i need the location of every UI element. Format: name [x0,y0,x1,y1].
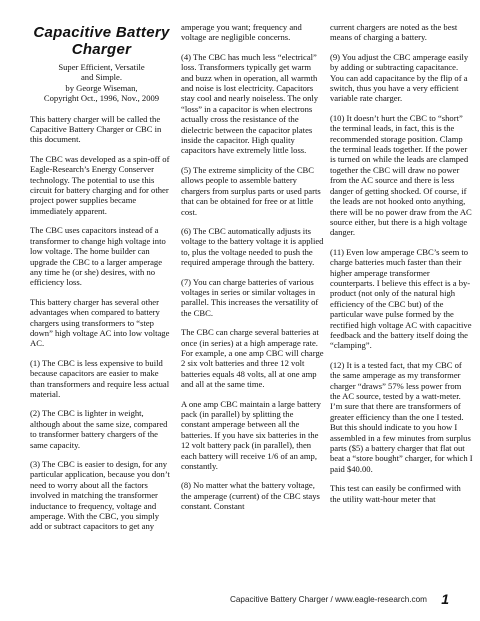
column-2 [181,22,324,521]
paragraph: (12) It is a tested fact, that my CBC of the same amperage as my transformer charger “draws” 57% less power from the AC source, tested by a watt-meter. I’m sure that there are transformers of greater efficiency than the one I tested. But this should indicate to you how I assembled in a few minutes from surplus parts ($5) a battery charger that flat out beat a “store bought” charger, for which I paid $40.00. [330,359,473,474]
paragraph: (6) The CBC automatically adjusts its voltage to the battery voltage it is applied to, plus the voltage needed to push the required amperage through the battery. [181,225,324,268]
paragraph: (3) The CBC is easier to design, for any particular application, because you don’t need to worry about all the factors involved in matching the transformer inductance to frequency, voltage and amperage. With the CBC, you simply add or subtract capacitors to get any [30,459,170,532]
paragraph: (4) The CBC has much less “electrical” loss. Transformers typically get warm and buzz when in operation, all warmth and noise is lost electricity. Capacitors stay cool and nearly noiseless. The only “loss” in a capacitor is when electrons actually cross the resistance of the dielectric between the capacitor plates inside the capacitor. High quality capacitors have extremely little loss. [181,51,319,156]
paragraph: This battery charger will be called the Capacitive Battery Charger or CBC in this document. [30,113,162,145]
paragraph: (9) You adjust the CBC amperage easily by adding or subtracting capacitance. You can add capacitance by the flip of a switch, thus you have a very efficient variable rate charger. [330,51,469,104]
copyright-line: Copyright Oct., 1996, Nov., 2009 [43,93,160,104]
column-3 [330,22,473,513]
page-footer [0,591,480,608]
subtitle-line-1: Super Efficient, Versatile [58,62,145,72]
paragraph: (5) The extreme simplicity of the CBC allows people to assemble battery chargers from surplus parts or used parts that can be obtained for free or at little cost. [181,164,321,217]
paragraph: (7) You can charge batteries of various voltages in series or similar voltages in parallel. This increases the versatility of the CBC. [181,276,319,318]
author-line: by George Wiseman, [65,82,138,93]
document-title [30,24,173,58]
paragraph: current chargers are noted as the best means of charging a battery. [330,22,458,43]
paragraph: This battery charger has several other advantages when compared to battery chargers using transformers to “step down” high voltage AC into low voltage AC. [30,296,170,349]
title-line-2: Charger [71,41,132,58]
paragraph: amperage you want; frequency and voltage are negligible concerns. [181,22,302,43]
paragraph: This test can easily be confirmed with the utility watt-hour meter that [330,483,461,504]
page-number: 1 [441,591,449,607]
paragraph: (2) The CBC is lighter in weight, although about the same size, compared to transformer battery chargers of the same capacity. [30,408,168,450]
subtitle-line-2: and Simple. [80,72,123,83]
column-1 [30,22,173,541]
footer-text: Capacitive Battery Charger / www.eagle-research.com [229,595,427,604]
paragraph: (11) Even low amperage CBC’s seem to charge batteries much faster than their higher amperage transformer counterparts. I believe this effect is a by-product (not only of the natural high efficiency of the CBC but) of the particular wave pulse formed by the rectified high voltage AC with capacitive feedback and the battery itself doing the “clamping”. [330,246,472,351]
paragraph: A one amp CBC maintain a large battery pack (in parallel) by splitting the constant amperage between all the batteries. If you have six batteries in the 12 volt battery pack (in parallel), then each battery will receive 1/6 of an amp, constantly. [181,398,321,472]
subtitle-block [30,62,173,104]
paragraph: The CBC uses capacitors instead of a transformer to change high voltage into low voltage. The home builder can upgrade the CBC to a larger amperage any time he (or she) desires, with no efficiency loss. [30,225,166,288]
paragraph: The CBC can charge several batteries at once (in series) at a high amperage rate. For example, a one amp CBC will charge 2 six volt batteries and three 12 volt batteries equals 48 volts, all at one amp and all at the same time. [181,327,324,390]
title-line-1: Capacitive Battery [33,24,170,41]
paragraph: (8) No matter what the battery voltage, the amperage (current) of the CBC stays constant. Constant [181,480,320,512]
paragraph: (1) The CBC is less expensive to build because capacitors are easier to make than transformers and require less actual material. [30,357,170,399]
paragraph: The CBC was developed as a spin-off of Eagle-Research’s Energy Conserver technology. The potential to use this circuit for battery charging and for other project power supplies became immediately apparent. [30,153,170,216]
paragraph: (10) It doesn’t hurt the CBC to “short” the terminal leads, in fact, this is the recommended storage position. Clamp the terminal leads together. If the power is turned on while the leads are clamped together the CBC will draw no power from the AC source and there is less danger of getting shocked. Of course, if the leads are not hooked onto anything, there will be no power draw from the AC source either, but there is a high voltage danger. [330,112,472,238]
